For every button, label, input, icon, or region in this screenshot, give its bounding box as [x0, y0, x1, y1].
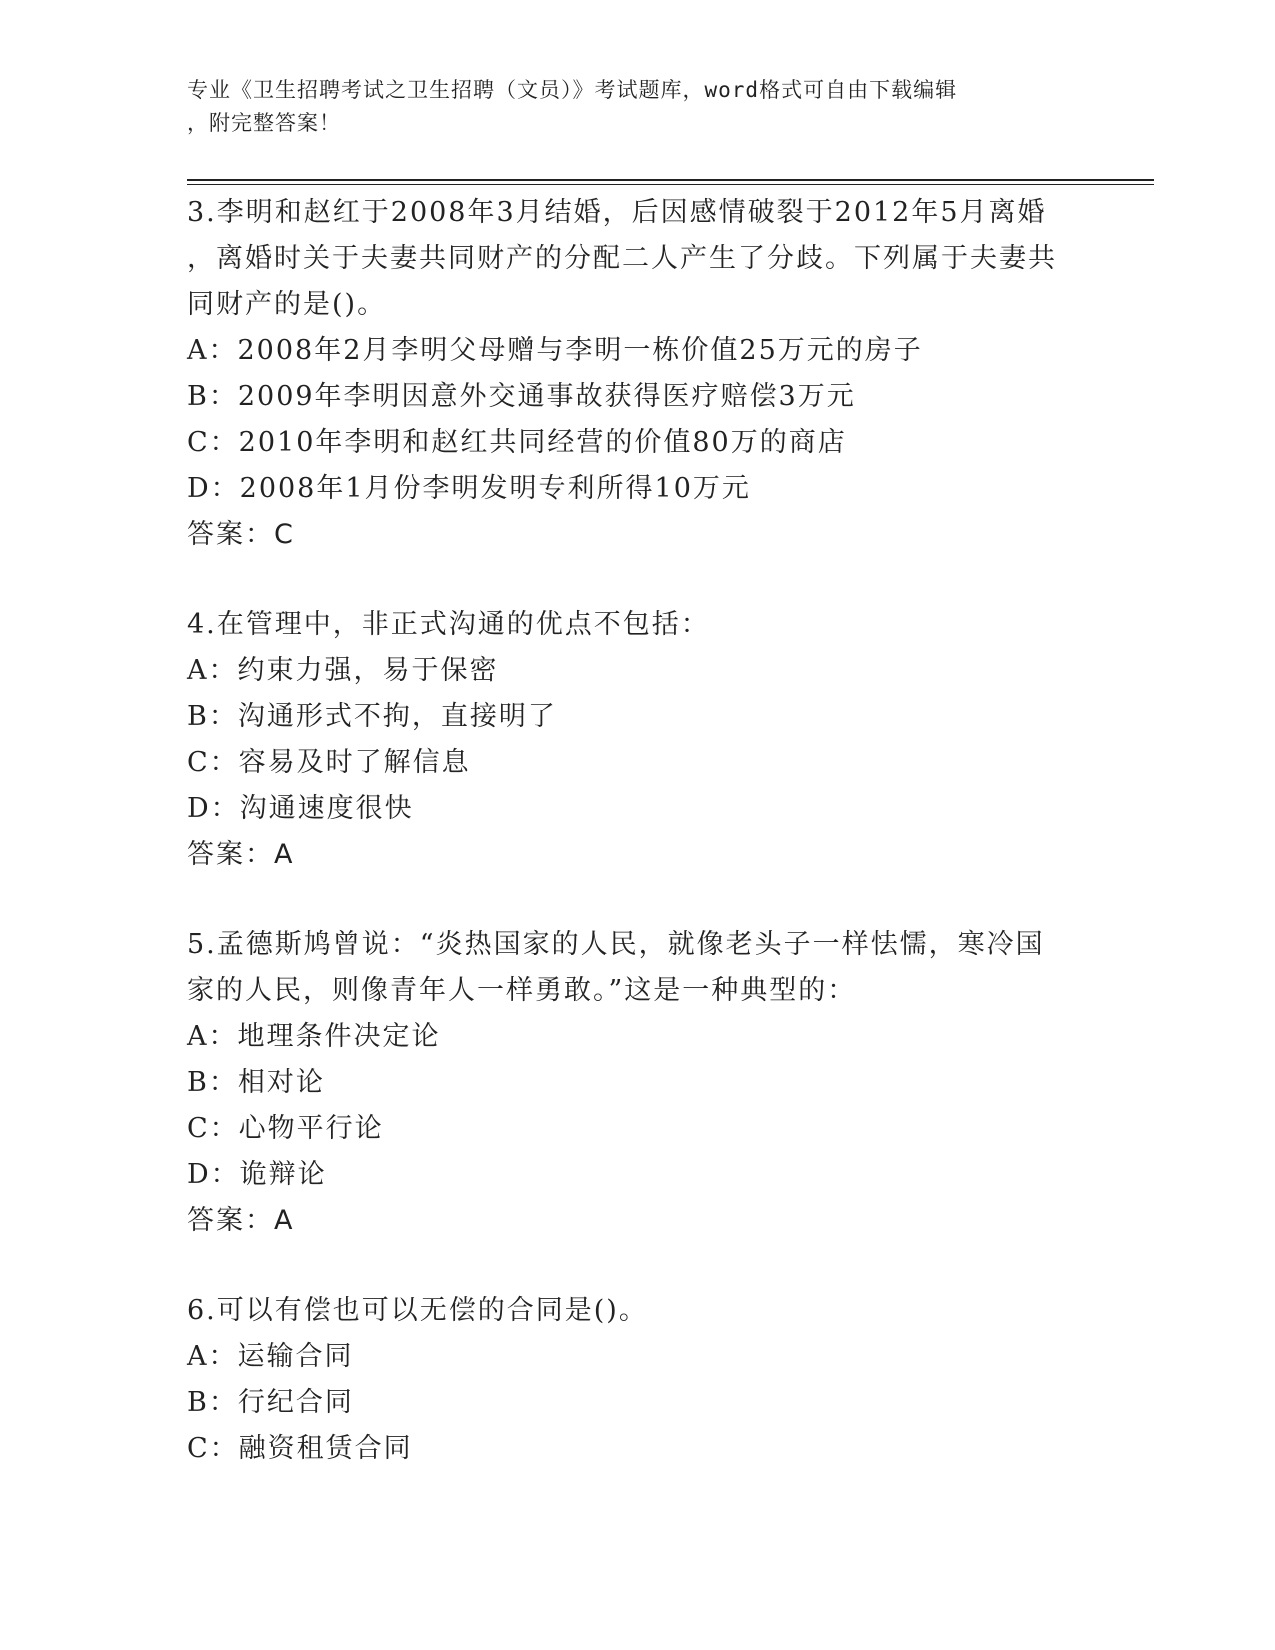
option-b: B：沟通形式不拘，直接明了: [187, 701, 557, 732]
question-5: [187, 922, 1077, 1244]
header-divider-thick: [187, 179, 1154, 181]
option-b: B：行纪合同: [187, 1387, 354, 1418]
header-line-1: 专业《卫生招聘考试之卫生招聘（文员）》考试题库，word格式可自由下载编辑: [187, 78, 958, 102]
answer-line: 答案：A: [187, 839, 295, 870]
question-stem-line: 家的人民，则像青年人一样勇敢。”这是一种典型的：: [187, 975, 857, 1006]
question-stem-line: 同财产的是()。: [187, 289, 387, 320]
option-c: C：容易及时了解信息: [187, 747, 471, 778]
question-stem-line: 6.可以有偿也可以无偿的合同是()。: [187, 1295, 648, 1326]
question-stem-line: 5.孟德斯鸠曾说：“炎热国家的人民，就像老头子一样怯懦，寒冷国: [187, 929, 1045, 960]
option-c: C：融资租赁合同: [187, 1433, 413, 1464]
option-c: C：心物平行论: [187, 1113, 384, 1144]
option-a: A：约束力强，易于保密: [187, 655, 499, 686]
option-c: C：2010年李明和赵红共同经营的价值80万的商店: [187, 427, 847, 458]
option-d: D：诡辩论: [187, 1159, 327, 1190]
question-stem-line: 3.李明和赵红于2008年3月结婚，后因感情破裂于2012年5月离婚: [187, 197, 1047, 228]
question-stem-line: 4.在管理中，非正式沟通的优点不包括：: [187, 609, 710, 640]
question-6: [187, 1288, 1077, 1472]
document-header: [187, 74, 1067, 140]
answer-line: 答案：C: [187, 519, 295, 550]
option-a: A：地理条件决定论: [187, 1021, 441, 1052]
header-divider-thin: [187, 184, 1154, 185]
question-stem-line: ，离婚时关于夫妻共同财产的分配二人产生了分歧。下列属于夫妻共: [187, 243, 1057, 274]
option-b: B：相对论: [187, 1067, 325, 1098]
option-a: A：运输合同: [187, 1341, 354, 1372]
option-a: A：2008年2月李明父母赠与李明一栋价值25万元的房子: [187, 335, 923, 366]
option-d: D：2008年1月份李明发明专利所得10万元: [187, 473, 751, 504]
question-3: [187, 190, 1077, 558]
header-line-2: ，附完整答案！: [187, 111, 341, 135]
question-4: [187, 602, 1077, 878]
answer-line: 答案：A: [187, 1205, 295, 1236]
question-list: [187, 190, 1077, 1516]
option-d: D：沟通速度很快: [187, 793, 414, 824]
option-b: B：2009年李明因意外交通事故获得医疗赔偿3万元: [187, 381, 856, 412]
